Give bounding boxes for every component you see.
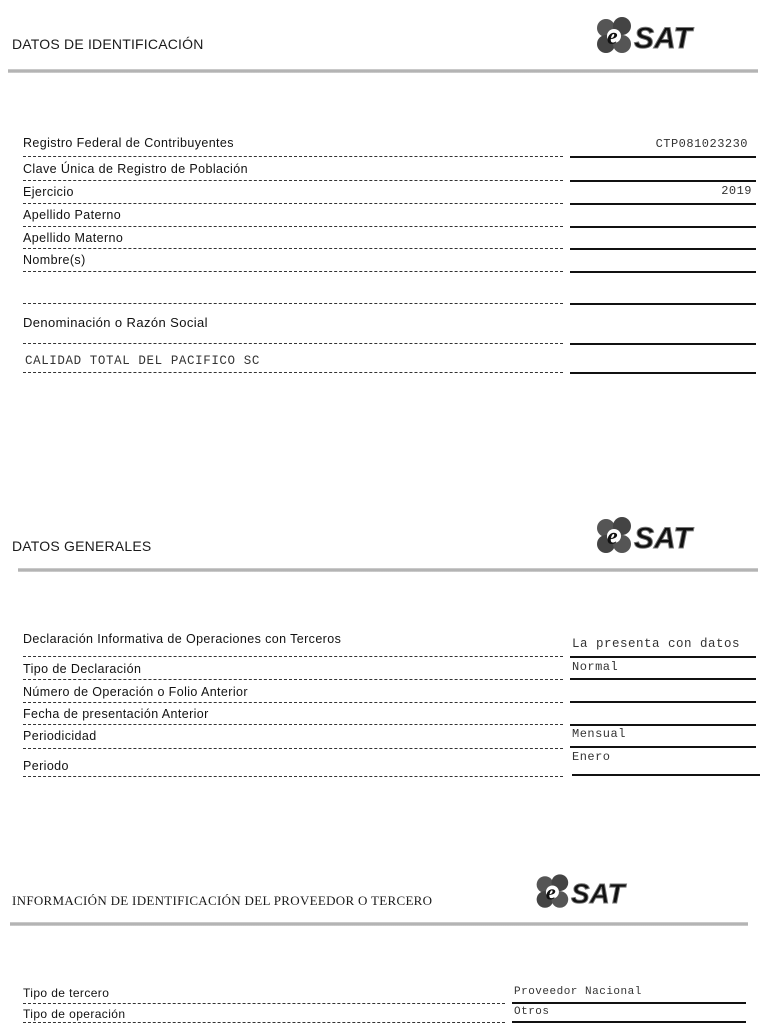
section-title-generales: DATOS GENERALES <box>12 538 152 554</box>
value-declaracion: La presenta con datos <box>572 637 741 651</box>
value-underline <box>570 248 756 250</box>
value-underline <box>570 372 756 374</box>
value-periodo: Enero <box>572 750 611 764</box>
value-tipo-operacion: Otros <box>514 1006 550 1018</box>
logo-text: SAT <box>571 878 625 910</box>
svg-text:e: e <box>607 524 618 550</box>
dotted-leader <box>23 271 563 272</box>
section-divider <box>10 922 748 926</box>
sat-logo <box>532 870 662 914</box>
dotted-leader <box>23 748 563 749</box>
value-underline <box>570 271 756 273</box>
section-title-identificacion: DATOS DE IDENTIFICACIÓN <box>12 36 204 52</box>
dotted-leader <box>23 248 563 249</box>
dotted-leader <box>23 724 563 725</box>
svg-text:e: e <box>607 24 618 50</box>
logo-e-mark <box>597 517 631 553</box>
svg-text:e: e <box>545 879 556 905</box>
label-periodo: Periodo <box>23 759 69 773</box>
label-curp: Clave Única de Registro de Población <box>23 162 248 176</box>
section-divider <box>8 69 758 73</box>
logo-text: SAT <box>634 522 692 555</box>
label-ejercicio: Ejercicio <box>23 185 74 199</box>
value-ejercicio: 2019 <box>721 184 752 198</box>
dotted-leader <box>23 679 563 680</box>
section-title-proveedor: INFORMACIÓN DE IDENTIFICACIÓN DEL PROVEEDOR O TERCERO <box>12 893 433 908</box>
value-underline <box>570 343 756 345</box>
value-rfc: CTP081023230 <box>655 137 748 151</box>
value-underline <box>570 701 756 703</box>
dotted-leader <box>23 372 563 373</box>
label-tipo-tercero: Tipo de tercero <box>23 986 110 1000</box>
value-periodicidad: Mensual <box>572 727 626 741</box>
label-apellido-materno: Apellido Materno <box>23 231 124 245</box>
value-underline <box>512 1021 746 1023</box>
label-tipo-declaracion: Tipo de Declaración <box>23 662 142 676</box>
value-underline <box>570 203 756 205</box>
dotted-leader <box>23 343 563 344</box>
label-nombre: Nombre(s) <box>23 253 86 267</box>
value-tipo-declaracion: Normal <box>572 660 619 674</box>
value-underline <box>570 303 756 305</box>
dotted-leader <box>23 1003 505 1004</box>
dotted-leader <box>23 702 563 703</box>
logo-e-mark <box>537 874 569 907</box>
value-tipo-tercero: Proveedor Nacional <box>514 986 642 998</box>
dotted-leader <box>23 776 563 777</box>
label-periodicidad: Periodicidad <box>23 729 97 743</box>
dotted-leader <box>23 303 563 304</box>
value-underline <box>570 724 756 726</box>
dotted-leader <box>23 203 563 204</box>
section-divider <box>18 568 758 572</box>
label-declaracion: Declaración Informativa de Operaciones con Terceros <box>23 632 342 646</box>
logo-text: SAT <box>634 22 692 55</box>
dotted-leader <box>23 226 563 227</box>
label-apellido-paterno: Apellido Paterno <box>23 208 122 222</box>
dotted-leader <box>23 156 563 157</box>
value-underline <box>570 678 756 680</box>
value-underline <box>570 226 756 228</box>
dotted-leader <box>23 180 563 181</box>
sat-logo <box>592 514 732 558</box>
logo-e-mark <box>597 17 631 53</box>
label-tipo-operacion: Tipo de operación <box>23 1007 126 1021</box>
sat-logo <box>592 14 732 58</box>
value-underline <box>572 774 760 776</box>
dotted-leader <box>23 1022 505 1023</box>
value-underline <box>570 656 756 658</box>
label-fecha-anterior: Fecha de presentación Anterior <box>23 707 209 721</box>
dotted-leader <box>23 656 563 657</box>
value-underline <box>570 180 756 182</box>
label-razon-social: Denominación o Razón Social <box>23 315 208 330</box>
value-underline <box>570 746 756 748</box>
value-underline <box>570 156 756 158</box>
label-rfc: Registro Federal de Contribuyentes <box>23 136 234 150</box>
value-razon-social: CALIDAD TOTAL DEL PACIFICO SC <box>25 354 260 368</box>
value-underline <box>512 1002 746 1004</box>
label-folio-anterior: Número de Operación o Folio Anterior <box>23 685 248 699</box>
